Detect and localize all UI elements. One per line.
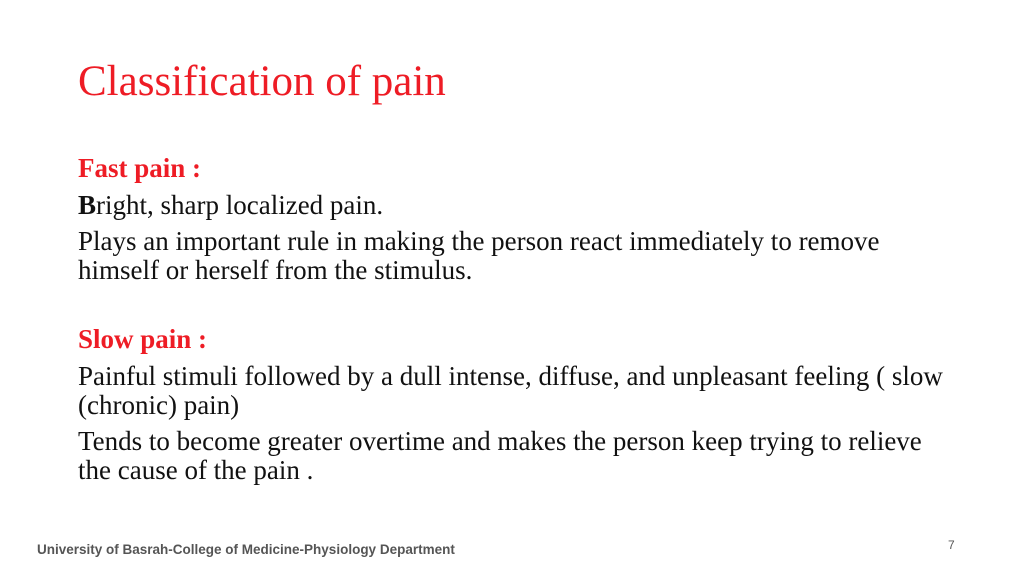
slow-pain-heading: Slow pain : [78, 324, 208, 354]
fast-pain-line-1 [78, 191, 958, 220]
slide-body [78, 152, 958, 485]
fast-pain-line-2: Plays an important rule in making the person react immediately to remove himself or herself from the stimulus. [78, 226, 880, 285]
slow-pain-line-1: Painful stimuli followed by a dull intense, diffuse, and unpleasant feeling ( slow (chronic) pain) [78, 361, 943, 420]
fast-pain-line-1-first-letter: B [78, 190, 97, 220]
footer-department: University of Basrah-College of Medicine-Physiology Department [37, 542, 455, 557]
fast-pain-heading: Fast pain : [78, 153, 202, 183]
slow-pain-line-2: Tends to become greater overtime and makes the person keep trying to relieve the cause of the pain . [78, 426, 922, 485]
fast-pain-line-1-rest: right, sharp localized pain. [96, 190, 384, 220]
page-number: 7 [948, 538, 955, 552]
slide-title: Classification of pain [78, 58, 446, 105]
section-spacer [78, 285, 958, 323]
